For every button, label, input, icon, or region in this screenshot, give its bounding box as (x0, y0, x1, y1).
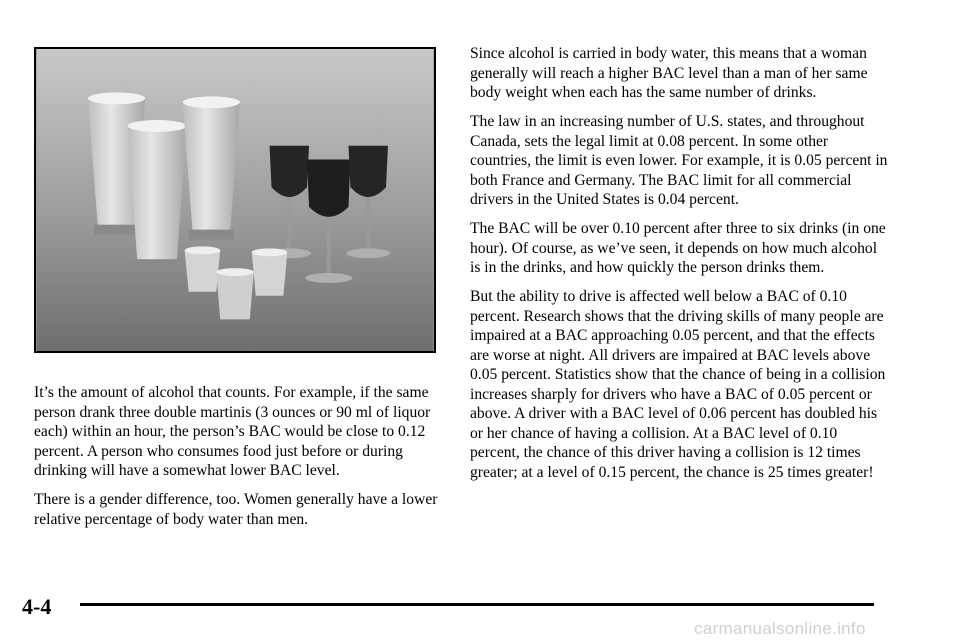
left-column (34, 383, 446, 539)
footer-rule (80, 603, 874, 606)
paragraph: But the ability to drive is affected well below a BAC of 0.10 percent. Research shows that the driving skills of many people are impaired at a BAC approaching 0.05 percent, and that the effects are worse at night. All drivers are impaired at BAC levels above 0.05 percent. Statistics show that the chance of being in a collision increases sharply for drivers who have a BAC of 0.05 percent or above. A driver with a BAC level of 0.06 percent has doubled his or her chance of having a collision. At a BAC level of 0.10 percent, the chance of this driver having a collision is 12 times greater; at a level of 0.15 percent, the chance is 25 times greater! (470, 288, 886, 481)
drinks-photo (34, 47, 436, 353)
shot-glass-center (216, 268, 254, 319)
shot-glass-right (252, 248, 288, 295)
paragraph: It’s the amount of alcohol that counts. For example, if the same person drank three double martinis (3 ounces or 90 ml of liquor each) within an hour, the person’s BAC would be close to 0.12 percent. A person who consumes food just before or during drinking will have a somewhat lower BAC level. (34, 384, 431, 479)
beer-glass-center (127, 120, 186, 269)
shot-glass-left (185, 246, 221, 291)
paragraph: There is a gender difference, too. Women generally have a lower relative percentage of body water than men. (34, 491, 438, 528)
paragraph: The law in an increasing number of U.S. states, and throughout Canada, sets the legal limit at 0.08 percent. In some other countries, the limit is even lower. For example, it is 0.05 percent in both France and Germany. The BAC limit for all commercial drivers in the United States is 0.04 percent. (470, 113, 888, 208)
page-number: 4-4 (22, 594, 52, 619)
right-column (470, 44, 890, 492)
paragraph: The BAC will be over 0.10 percent after three to six drinks (in one hour). Of course, as we’ve seen, it depends on how much alcohol is in the drinks, and how quickly the person drinks them. (470, 220, 886, 276)
watermark: carmanualsonline.info (694, 619, 866, 638)
paragraph: Since alcohol is carried in body water, this means that a woman generally will reach a higher BAC level than a man of her same body weight when each has the same number of drinks. (470, 45, 868, 101)
